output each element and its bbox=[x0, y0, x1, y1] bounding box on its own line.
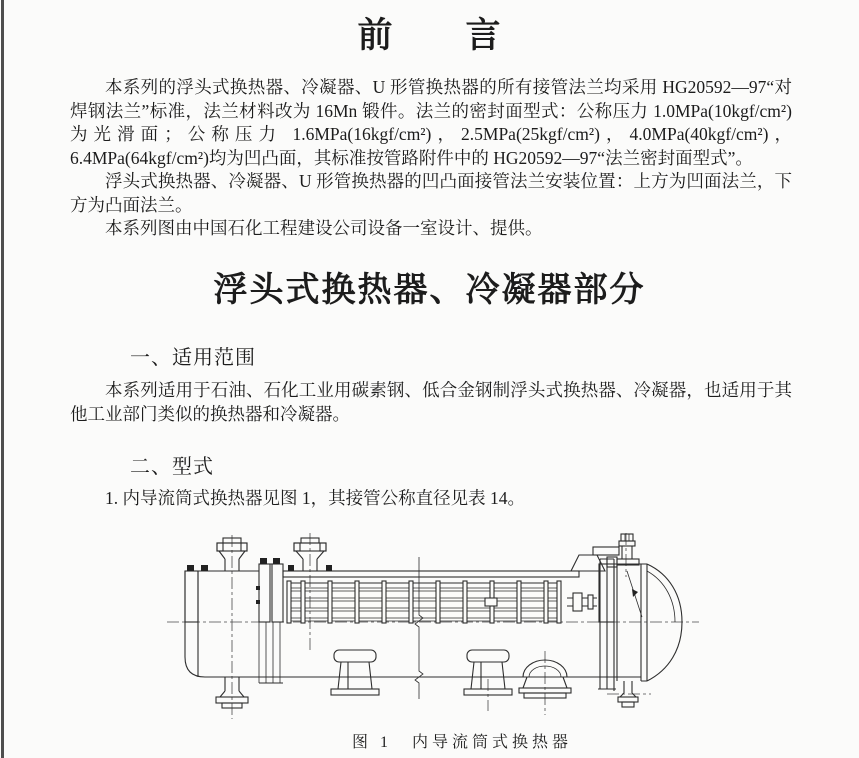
channel-bonnet bbox=[185, 538, 261, 708]
preface-title: 前 言 bbox=[357, 16, 502, 55]
paragraph: 浮头式换热器、冷凝器、U 形管换热器的凹凸面接管法兰安装位置：上方为凹面法兰，下方为凸面法兰。 bbox=[70, 171, 792, 215]
scan-edge-shadow bbox=[1, 0, 4, 758]
rear-head bbox=[618, 564, 682, 707]
section-body-scope: 本系列适用于石油、石化工业用碳素钢、低合金钢制浮头式换热器、冷凝器，也适用于其他工业部门类似的换热器和冷凝器。 bbox=[70, 380, 792, 424]
centerlines bbox=[167, 533, 699, 719]
section-heading-type: 二、型式 bbox=[130, 456, 214, 478]
figure-caption: 图 1 内导流筒式换热器 bbox=[352, 734, 573, 751]
part-title: 浮头式换热器、冷凝器部分 bbox=[213, 272, 646, 309]
figure-1 bbox=[163, 531, 703, 724]
paragraph: 本系列图由中国石化工程建设公司设备一室设计、提供。 bbox=[105, 218, 543, 238]
girth-flange bbox=[256, 564, 283, 683]
tube-bundle bbox=[287, 581, 561, 623]
paragraph: 本系列的浮头式换热器、冷凝器、U 形管换热器的所有接管法兰均采用 HG20592—97“对焊钢法兰”标准，法兰材料改为 16Mn 锻件。法兰的密封面型式：公称压力 1.0MPa(10kgf/cm²)为光滑面；公称压力 1.6MPa(16kgf/cm²)，2.5MPa(25kgf/cm²)，4.0MPa(40kgf/cm²)，6.4MPa(64kgf/cm²)均为凹凸面，其标准按管路附件中的 HG20592—97“法兰密封面型式”。 bbox=[70, 77, 792, 168]
section-body-type: 1. 内导流筒式换热器见图 1，其接管公称直径见表 14。 bbox=[105, 488, 525, 508]
floating-head bbox=[567, 534, 642, 691]
section-heading-scope: 一、适用范围 bbox=[130, 347, 256, 369]
preface-body bbox=[70, 76, 792, 241]
heat-exchanger-drawing bbox=[163, 531, 703, 724]
break-line bbox=[415, 557, 423, 699]
